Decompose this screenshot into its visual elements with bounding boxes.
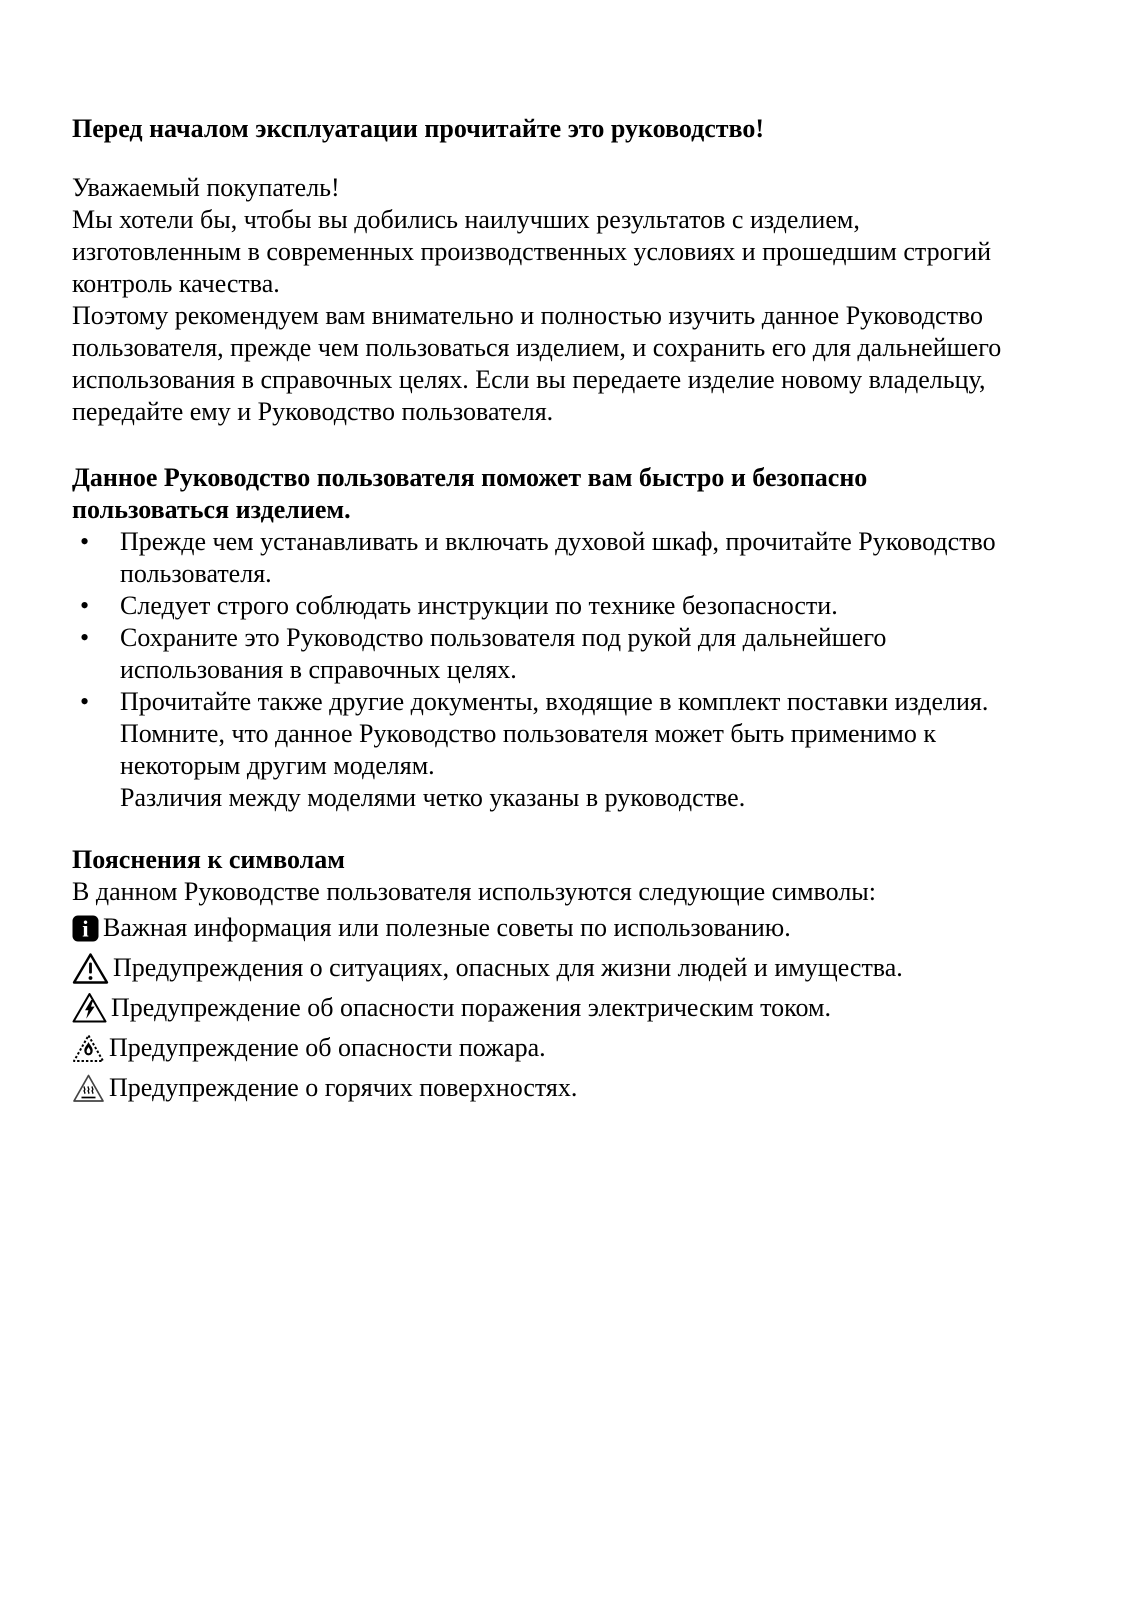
- bullet-marker: •: [80, 687, 90, 716]
- bullet-item-line: [72, 622, 1090, 654]
- bullet-item-line: [72, 654, 1090, 686]
- bullet-text: Помните, что данное Руководство пользователя может быть применимо к: [120, 719, 937, 748]
- bullet-gutter: [72, 558, 120, 590]
- guide-section-heading: пользоваться изделием.: [72, 495, 351, 524]
- bullet-item-line: [72, 590, 1090, 622]
- svg-text:i: i: [82, 916, 89, 941]
- symbol-text: Важная информация или полезные советы по использованию.: [103, 913, 791, 942]
- hot-surface-warning-icon: [72, 1073, 105, 1104]
- intro-line: передайте ему и Руководство пользователя.: [72, 397, 554, 426]
- symbol-row: [72, 908, 1090, 948]
- bullet-text: Прежде чем устанавливать и включать духовой шкаф, прочитайте Руководство: [120, 527, 996, 556]
- symbols-section-heading: Пояснения к символам: [72, 845, 345, 874]
- intro-line: Мы хотели бы, чтобы вы добились наилучших результатов с изделием,: [72, 205, 860, 234]
- page-title: Перед началом эксплуатации прочитайте это руководство!: [72, 114, 765, 143]
- symbols-intro: В данном Руководстве пользователя используются следующие символы:: [72, 877, 876, 906]
- bullet-gutter: [72, 654, 120, 686]
- symbol-text: Предупреждение об опасности поражения электрическим током.: [111, 993, 831, 1022]
- bullet-text: Различия между моделями четко указаны в руководстве.: [120, 783, 746, 812]
- symbol-text: Предупреждения о ситуациях, опасных для жизни людей и имущества.: [113, 953, 903, 982]
- intro-line: Уважаемый покупатель!: [72, 173, 340, 202]
- bullet-item-line: [72, 782, 1090, 814]
- intro-line: изготовленным в современных производственных условиях и прошедшим строгий: [72, 237, 992, 266]
- symbol-row: [72, 948, 1090, 988]
- general-warning-icon: [72, 952, 109, 985]
- spacer: [72, 814, 1090, 844]
- symbol-row: [72, 1028, 1090, 1068]
- bullet-item-line: [72, 526, 1090, 558]
- intro-line: пользователя, прежде чем пользоваться изделием, и сохранить его для дальнейшего: [72, 333, 1002, 362]
- bullet-text: использования в справочных целях.: [120, 655, 517, 684]
- bullet-text: некоторым другим моделям.: [120, 751, 435, 780]
- bullet-marker: •: [80, 623, 90, 652]
- bullet-text: Прочитайте также другие документы, входящие в комплект поставки изделия.: [120, 687, 989, 716]
- bullet-text: Сохраните это Руководство пользователя под рукой для дальнейшего: [120, 623, 887, 652]
- bullet-gutter: [72, 782, 120, 814]
- bullet-item-line: [72, 558, 1090, 590]
- electric-shock-warning-icon: [72, 992, 107, 1024]
- bullet-item-line: [72, 686, 1090, 718]
- symbol-text: Предупреждение о горячих поверхностях.: [109, 1073, 578, 1102]
- symbol-row: [72, 988, 1090, 1028]
- guide-section-heading: Данное Руководство пользователя поможет вам быстро и безопасно: [72, 463, 868, 492]
- bullet-marker: •: [80, 527, 90, 556]
- intro-line: Поэтому рекомендуем вам внимательно и полностью изучить данное Руководство: [72, 301, 984, 330]
- bullet-item-line: [72, 750, 1090, 782]
- bullet-text: Следует строго соблюдать инструкции по технике безопасности.: [120, 591, 838, 620]
- spacer: [72, 428, 1090, 462]
- bullet-gutter: [72, 718, 120, 750]
- spacer: [72, 145, 1090, 172]
- intro-line: контроль качества.: [72, 269, 280, 298]
- bullet-text: пользователя.: [120, 559, 272, 588]
- bullet-item-line: [72, 718, 1090, 750]
- bullet-gutter: [72, 750, 120, 782]
- intro-line: использования в справочных целях. Если вы передаете изделие новому владельцу,: [72, 365, 986, 394]
- symbol-text: Предупреждение об опасности пожара.: [109, 1033, 546, 1062]
- fire-warning-icon: [72, 1033, 105, 1064]
- symbol-row: [72, 1068, 1090, 1108]
- info-icon: [72, 915, 99, 942]
- bullet-marker: •: [80, 591, 90, 620]
